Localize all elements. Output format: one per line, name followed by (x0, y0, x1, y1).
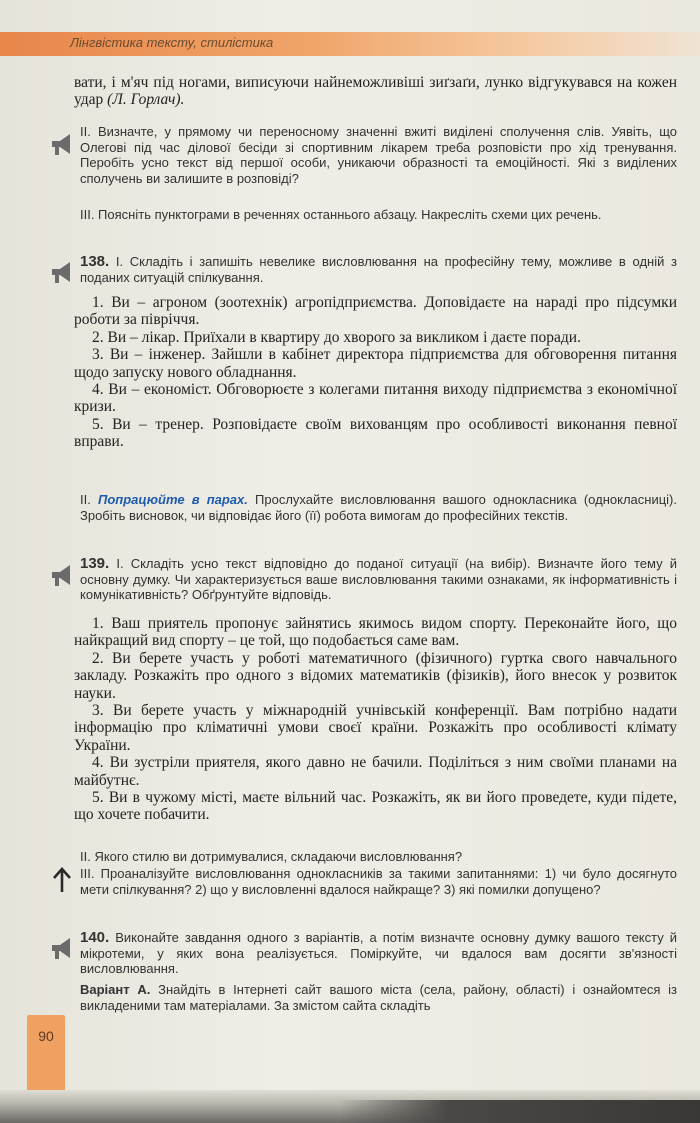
exercise-140-task (80, 930, 677, 977)
ex138-item-2: 2. Ви – лікар. Приїхали в квартиру до хворого за викликом і даєте поради. (92, 328, 581, 346)
exercise-138-number: 138. (80, 253, 110, 270)
header-band (0, 32, 700, 56)
pair-work-highlight: Попрацюйте в парах. (97, 492, 248, 507)
exercise-139-part2: II. Якого стилю ви дотримувалися, складаючи висловлювання? (80, 849, 463, 864)
ex138-part2-prefix: II. (80, 492, 91, 507)
arrow-up-icon (50, 866, 74, 894)
ex138-item-5: 5. Ви – тренер. Розповідаєте своїм вихованцям про особливості виконання певної вправи. (74, 415, 677, 451)
page-bottom-shadow (340, 1100, 700, 1123)
exercise-138-text: I. Складіть і запишіть невелике висловлювання на професійну тему, можливе в одній з поданих ситуацій спілкування. (80, 254, 677, 285)
exercise-139-number: 139. (80, 555, 110, 572)
ex139-item-1: 1. Ваш приятель пропонує зайнятись якимось видом спорту. Переконайте його, що найкращий вид спорту – це той, що подобається саме вам. (74, 615, 677, 650)
exercise-139-items (74, 615, 677, 824)
exercise-138-items (74, 294, 677, 451)
exercise-140-number: 140. (80, 929, 110, 946)
megaphone-icon (48, 131, 78, 157)
ex138-item-1: 1. Ви – агроном (зоотехнік) агропідприємства. Доповідаєте на нараді про підсумки роботи за півріччя. (74, 294, 677, 329)
exercise-139-text: I. Складіть усно текст відповідно до поданої ситуації (на вибір). Визначте його тему й основну думку. Чи характеризується ваше висловлювання такими ознаками, як інформативність і комунікативність? Обґрунтуйте відповідь. (80, 556, 677, 603)
task-prev-part3: III. Поясніть пунктограми в реченнях останнього абзацу. Накресліть схеми цих речень. (80, 207, 602, 222)
ex139-item-4: 4. Ви зустріли приятеля, якого давно не бачили. Поділіться з ним своїми планами на майбутнє. (74, 754, 677, 789)
intro-text: вати, і м'яч під ногами, виписуючи найнеможливіші зиґзаґи, лунко відгукувався на кожен удар (74, 74, 677, 109)
page-number-tab (27, 1015, 65, 1095)
header-title: Лінгвістика тексту, стилістика (70, 35, 274, 50)
ex139-item-3: 3. Ви берете участь у міжнародній учнівській конференції. Вам потрібно надати інформацію про кліматичні умови своєї країни. Розкажіть про особливості клімату України. (74, 702, 677, 754)
exercise-138-part2 (80, 492, 677, 523)
megaphone-icon (48, 562, 78, 588)
exercise-139-part3: III. Проаналізуйте висловлювання однокласників за такими запитаннями: 1) чи було досягнуто мети спілкування? 2) що у висловленні вдалося найкраще? 3) які помилки допущено? (80, 866, 677, 897)
variant-a-label: Варіант А. (80, 982, 151, 997)
ex138-item-3: 3. Ви – інженер. Зайшли в кабінет директора підприємства для обговорення питання щодо запуску нового обладнання. (74, 346, 677, 381)
exercise-140-variant (80, 982, 677, 1013)
ex139-item-5: 5. Ви в чужому місті, маєте вільний час. Розкажіть, як ви його проведете, куди підете, що хочете побачити. (74, 789, 677, 824)
page-number: 90 (38, 1028, 54, 1044)
exercise-139-task (80, 556, 677, 603)
megaphone-icon (48, 935, 78, 961)
exercise-140-text: Виконайте завдання одного з варіантів, а потім визначте основну думку вашого тексту й мікротеми, у яких вона реалізується. Поміркуйте, чи вдалося вам досягти зв'язності висловлювання. (80, 930, 677, 977)
megaphone-icon (48, 259, 78, 285)
ex138-item-4: 4. Ви – економіст. Обговорюєте з колегами питання виходу підприємства з економічної кризи. (74, 381, 677, 416)
ex138-part2-text: Прослухайте висловлювання вашого однокласника (однокласниці). Зробіть висновок, чи відповідає його (її) робота вимогам до професійних текстів. (80, 492, 677, 523)
task-prev-part2: II. Визначте, у прямому чи переносному значенні вжиті виділені сполучення слів. Уявіть, що Олегові під час ділової бесіди зі спортивним лікарем треба розповісти про хід тренування. Перобіть усно текст від першої особи, уникаючи образності та емоційності. Які з виділених сполучень ви залишите в розповіді? (80, 124, 677, 186)
ex139-item-2: 2. Ви берете участь у роботі математичного (фізичного) гуртка свого навчального закладу. Розкажіть про одного з відомих математиків (фізиків), його внесок у розвиток науки. (74, 649, 677, 702)
variant-a-text: Знайдіть в Інтернеті сайт вашого міста (села, району, області) і ознайомтеся із викладеними там матеріалами. За змістом сайта складіть (80, 982, 678, 1013)
exercise-138-task (80, 254, 677, 285)
intro-author: (Л. Горлач). (107, 91, 185, 109)
intro-paragraph (74, 74, 677, 109)
